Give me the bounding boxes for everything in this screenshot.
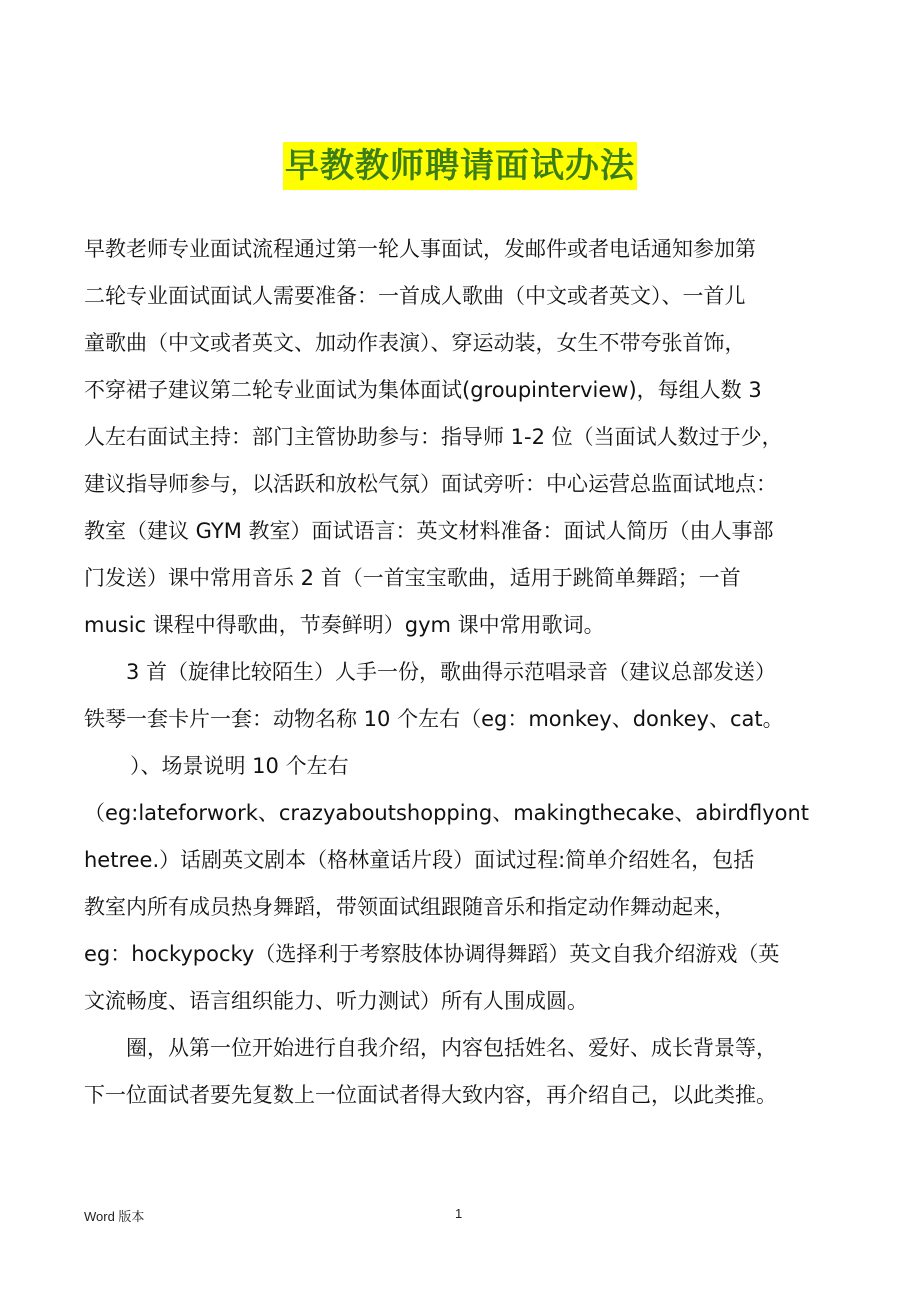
document-title: 早教教师聘请面试办法 — [283, 142, 637, 190]
body-line: hetree.）话剧英文剧本（格林童话片段）面试过程:简单介绍姓名，包括 — [84, 848, 755, 872]
body-line: 人左右面试主持：部门主管协助参与：指导师 1-2 位（当面试人数过于少， — [84, 425, 783, 449]
body-line: 建议指导师参与，以活跃和放松气氛）面试旁听：中心运营总监面试地点： — [84, 472, 777, 496]
body-line: 二轮专业面试面试人需要准备：一首成人歌曲（中文或者英文）、一首儿 — [84, 284, 746, 308]
body-line: 下一位面试者要先复数上一位面试者得大致内容，再介绍自己，以此类推。 — [84, 1083, 777, 1107]
body-line: 3 首（旋律比较陌生）人手一份，歌曲得示范唱录音（建议总部发送） — [126, 660, 777, 684]
body-line: 童歌曲（中文或者英文、加动作表演）、穿运动装，女生不带夸张首饰， — [84, 331, 746, 355]
body-line: 教室内所有成员热身舞蹈，带领面试组跟随音乐和指定动作舞动起来， — [84, 895, 735, 919]
body-line: （eg:lateforwork、crazyaboutshopping、makingthecake、abirdflyont — [84, 801, 810, 825]
body-line: 铁琴一套卡片一套：动物名称 10 个左右（eg：monkey、donkey、cat。 — [84, 707, 784, 731]
title-container — [0, 142, 920, 190]
page-number: 1 — [455, 1206, 463, 1221]
body-line: 教室（建议 GYM 教室）面试语言：英文材料准备：面试人简历（由人事部 — [84, 519, 774, 543]
body-line: 圈，从第一位开始进行自我介绍，内容包括姓名、爱好、成长背景等， — [126, 1036, 777, 1060]
document-body — [84, 226, 840, 1119]
body-line: 早教老师专业面试流程通过第一轮人事面试，发邮件或者电话通知参加第 — [84, 237, 756, 261]
footer-label: Word 版本 — [84, 1209, 145, 1224]
body-line: ）、场景说明 10 个左右 — [130, 754, 349, 778]
body-line: eg：hockypocky（选择利于考察肢体协调得舞蹈）英文自我介绍游戏（英 — [84, 942, 780, 966]
body-line: 文流畅度、语言组织能力、听力测试）所有人围成圆。 — [84, 989, 588, 1013]
body-line: 门发送）课中常用音乐 2 首（一首宝宝歌曲，适用于跳简单舞蹈；一首 — [84, 566, 741, 590]
body-line: music 课程中得歌曲，节奏鲜明）gym 课中常用歌词。 — [84, 613, 605, 637]
body-line: 不穿裙子建议第二轮专业面试为集体面试(groupinterview)，每组人数 3 — [84, 378, 762, 402]
